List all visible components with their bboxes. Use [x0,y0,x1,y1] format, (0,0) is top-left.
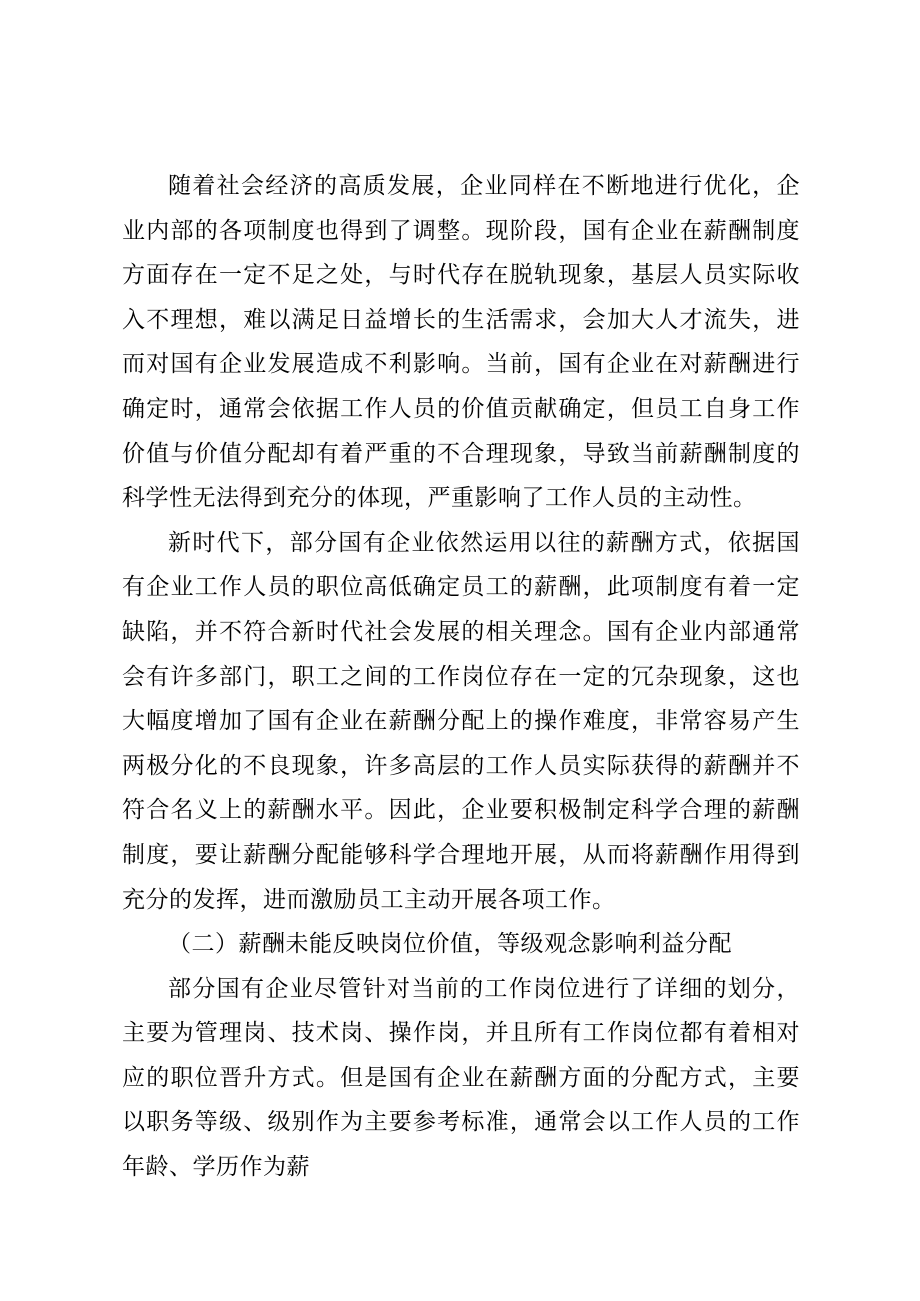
section-heading: （二）薪酬未能反映岗位价值，等级观念影响利益分配 [168,931,732,958]
document-body [122,164,800,1190]
paragraph-3: 部分国有企业尽管针对当前的工作岗位进行了详细的划分，主要为管理岗、技术岗、操作岗，并且所有工作岗位都有着相对应的职位晋升方式。但是国有企业在薪酬方面的分配方式，主要以职务等级、级别作为主要参考标准，通常会以工作人员的工作年龄、学历作为薪 [122,975,800,1181]
paragraph-2: 新时代下，部分国有企业依然运用以往的薪酬方式，依据国有企业工作人员的职位高低确定员工的薪酬，此项制度有着一定缺陷，并不符合新时代社会发展的相关理念。国有企业内部通常会有许多部门，职工之间的工作岗位存在一定的冗杂现象，这也大幅度增加了国有企业在薪酬分配上的操作难度，非常容易产生两极分化的不良现象，许多高层的工作人员实际获得的薪酬并不符合名义上的薪酬水平。因此，企业要积极制定科学合理的薪酬制度，要让薪酬分配能够科学合理地开展，从而将薪酬作用得到充分的发挥，进而激励员工主动开展各项工作。 [122,529,800,913]
paragraph-1: 随着社会经济的高质发展，企业同样在不断地进行优化，企业内部的各项制度也得到了调整。现阶段，国有企业在薪酬制度方面存在一定不足之处，与时代存在脱轨现象，基层人员实际收入不理想，难以满足日益增长的生活需求，会加大人才流失，进而对国有企业发展造成不利影响。当前，国有企业在对薪酬进行确定时，通常会依据工作人员的价值贡献确定，但员工自身工作价值与价值分配却有着严重的不合理现象，导致当前薪酬制度的科学性无法得到充分的体现，严重影响了工作人员的主动性。 [122,173,800,512]
